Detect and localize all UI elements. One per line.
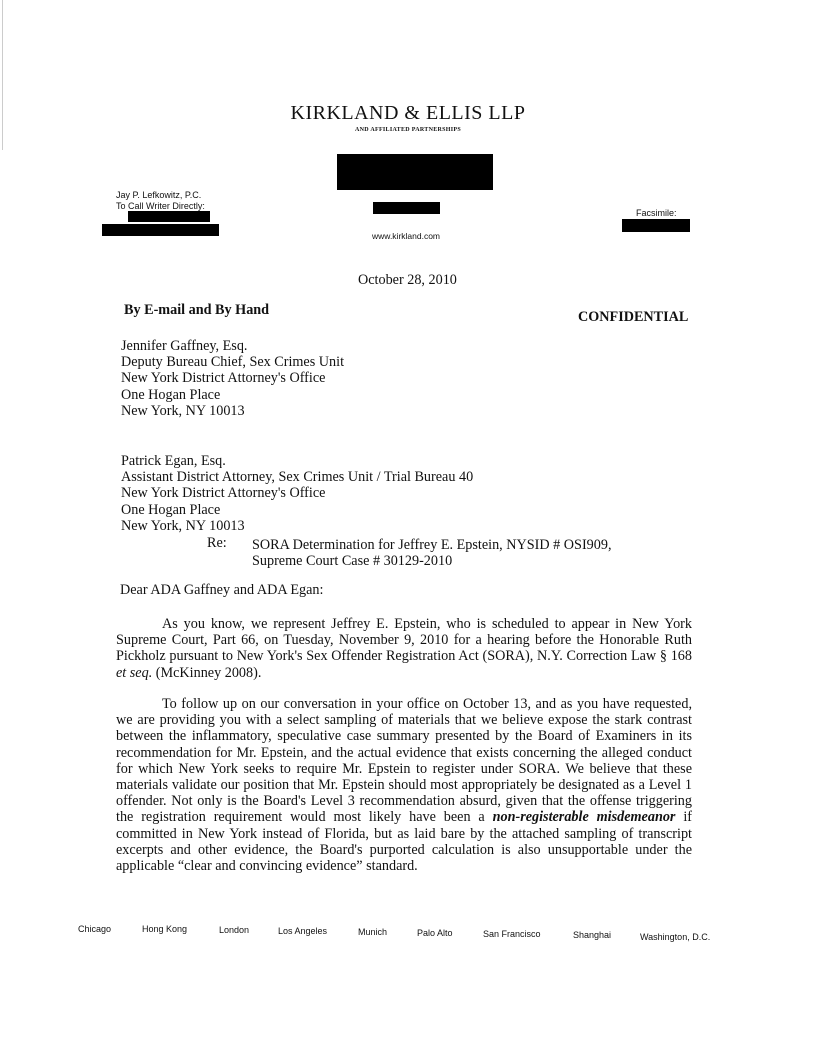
recipient-line: One Hogan Place xyxy=(121,386,221,403)
paragraph-text: if committed in New York instead of Florida, but as laid bare by the attached sampling of transcript excerpts and other evidence, the Board's purported calculation is also unsupportable under the applicable “clear and convincing evidence” standard. xyxy=(116,809,692,875)
re-line-1: SORA Determination for Jeffrey E. Epstein, NYSID # OSI909, xyxy=(252,537,612,553)
paragraph-emphasis: et seq. xyxy=(116,664,153,681)
recipient-line: Patrick Egan, Esq. xyxy=(121,453,226,469)
body-paragraph-1 xyxy=(116,616,692,681)
office-hong-kong: Hong Kong xyxy=(142,924,188,934)
recipient-line: New York, NY 10013 xyxy=(121,402,245,419)
office-san-francisco: San Francisco xyxy=(483,929,541,939)
call-writer-label: To Call Writer Directly: xyxy=(116,201,205,211)
paragraph-text: To follow up on our conversation in your office on October 13, and as you have requested, we are providing you with a select sampling of materials that we believe expose the stark contrast between the inflammatory, speculative case summary presented by the Board of Examiners in its recommendation for Mr. Epstein, and the actual evidence that exists concerning the alleged conduct for which New York seeks to require Mr. Epstein to register under SORA. We believe that these materials validate our position that Mr. Epstein should most appropriately be designated as a Level 1 offender. Not only is the Board's Level 3 recommendation absurd, given that the offense triggering the registration requirement would most likely have been a xyxy=(116,696,692,826)
redacted-phone xyxy=(128,211,210,222)
recipient-line: New York District Attorney's Office xyxy=(121,370,326,387)
salutation: Dear ADA Gaffney and ADA Egan: xyxy=(120,582,324,598)
office-london: London xyxy=(219,925,250,935)
redacted-address-block xyxy=(337,154,493,190)
paragraph-text: (McKinney 2008). xyxy=(152,664,262,681)
recipient-line: New York District Attorney's Office xyxy=(121,485,326,502)
redacted-main-phone xyxy=(373,202,440,214)
confidential-label: CONFIDENTIAL xyxy=(578,309,689,325)
re-subject xyxy=(252,537,612,569)
body-paragraph-2 xyxy=(116,696,692,874)
paragraph-emphasis: non-registerable misdemeanor xyxy=(492,809,676,826)
recipient-block-egan xyxy=(121,453,473,534)
redacted-facsimile xyxy=(622,219,690,232)
delivery-method: By E-mail and By Hand xyxy=(124,302,270,318)
office-shanghai: Shanghai xyxy=(573,930,612,940)
sender-name: Jay P. Lefkowitz, P.C. xyxy=(116,190,202,200)
recipient-line: Jennifer Gaffney, Esq. xyxy=(121,338,248,354)
redacted-email xyxy=(102,224,219,236)
recipient-line: Assistant District Attorney, Sex Crimes Unit / Trial Bureau 40 xyxy=(121,469,474,486)
facsimile-label: Facsimile: xyxy=(636,208,677,218)
firm-subtitle: AND AFFILIATED PARTNERSHIPS xyxy=(354,127,461,133)
recipient-block-gaffney xyxy=(121,338,344,419)
recipient-line: Deputy Bureau Chief, Sex Crimes Unit xyxy=(121,354,345,371)
letter-date: October 28, 2010 xyxy=(358,272,457,288)
office-chicago: Chicago xyxy=(78,924,112,934)
office-los-angeles: Los Angeles xyxy=(278,926,328,936)
website: www.kirkland.com xyxy=(372,231,441,241)
recipient-line: New York, NY 10013 xyxy=(121,517,245,534)
office-munich: Munich xyxy=(358,927,388,937)
office-washington-dc: Washington, D.C. xyxy=(640,932,711,942)
recipient-line: One Hogan Place xyxy=(121,501,221,518)
re-label: Re: xyxy=(207,535,227,551)
re-line-2: Supreme Court Case # 30129-2010 xyxy=(252,553,453,570)
paragraph-text: As you know, we represent Jeffrey E. Epstein, who is scheduled to appear in New York Supreme Court, Part 66, on Tuesday, November 9, 2010 for a hearing before the Honorable Ruth Pickholz pursuant to New York's Sex Offender Registration Act (SORA), N.Y. Correction Law § 168 xyxy=(116,616,692,665)
firm-name: KIRKLAND & ELLIS LLP xyxy=(290,102,526,124)
office-palo-alto: Palo Alto xyxy=(417,928,453,938)
